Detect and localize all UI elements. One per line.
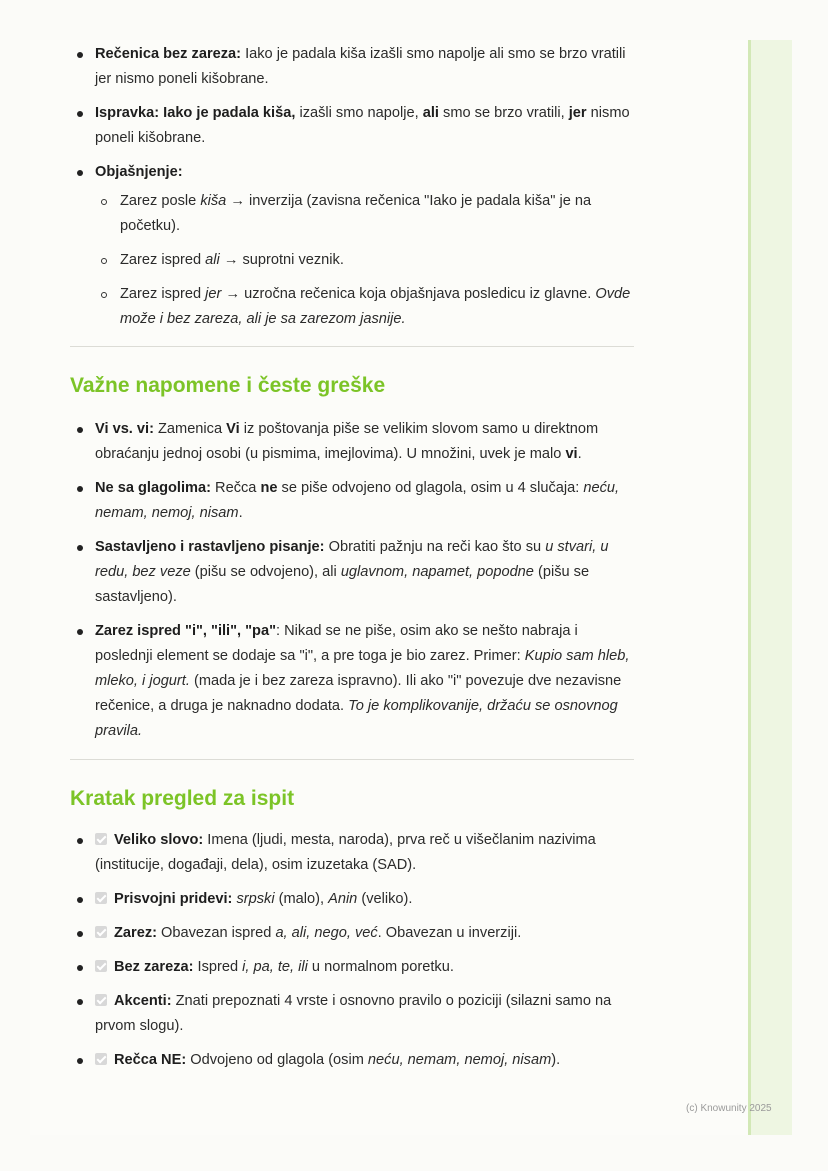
list-item: Vi vs. vi: Zamenica Vi iz poštovanja piše se velikim slovom samo u direktnom obraćanju jednoj osobi (u pismima, imejlovima). U množini, uvek je malo vi.	[70, 417, 634, 467]
checkbox-icon	[95, 1053, 107, 1065]
checklist-item: Rečca NE: Odvojeno od glagola (osim neću, nemam, nemoj, nisam).	[70, 1048, 634, 1073]
list-item: Objašnjenje: Zarez posle kiša → inverzija (zavisna rečenica "Iako je padala kiša" je na početku). Zarez ispred ali → suprotni veznik. Zarez ispred jer → uzročna rečenica koja objašnjava posledicu iz glavne. Ovde može i bez zareza, ali je sa zarezom jasnije.	[70, 160, 634, 332]
checklist-item: Bez zareza: Ispred i, pa, te, ili u normalnom poretku.	[70, 955, 634, 980]
checkbox-icon	[95, 994, 107, 1006]
section-divider	[70, 346, 634, 347]
checkbox-icon	[95, 892, 107, 904]
exam-checklist	[70, 828, 634, 1073]
section-heading: Važne napomene i česte greške	[70, 374, 386, 397]
sublist-item: Zarez posle kiša → inverzija (zavisna rečenica "Iako je padala kiša" je na početku).	[95, 189, 634, 239]
checklist-item: Akcenti: Znati prepoznati 4 vrste i osnovno pravilo o poziciji (silazni samo na prvom slogu).	[70, 989, 634, 1039]
list-item: Sastavljeno i rastavljeno pisanje: Obratiti pažnju na reči kao što su u stvari, u redu, bez veze (pišu se odvojeno), ali uglavnom, napamet, popodne (pišu se sastavljeno).	[70, 535, 634, 610]
checklist-item: Veliko slovo: Imena (ljudi, mesta, naroda), prva reč u višečlanim nazivima (institucije, događaji, dela), osim izuzetaka (SAD).	[70, 828, 634, 878]
list-item: Ne sa glagolima: Rečca ne se piše odvojeno od glagola, osim u 4 slučaja: neću, nemam, nemoj, nisam.	[70, 476, 634, 526]
list-item: Zarez ispred "i", "ili", "pa": Nikad se ne piše, osim ako se nešto nabraja i poslednji element se dodaje sa "i", a pre toga je bio zarez. Primer: Kupio sam hleb, mleko, i jogurt. (mada je i bez zareza ispravno). Ili ako "i" povezuje dve nezavisne rečenice, a druga je naknadno dodata. To je komplikovanije, držaću se osnovnog pravila.	[70, 619, 634, 744]
document-content	[70, 42, 634, 1073]
list-item: Rečenica bez zareza: Iako je padala kiša izašli smo napolje ali smo se brzo vratili jer nismo poneli kišobrane.	[70, 42, 634, 92]
explanation-sublist	[95, 189, 634, 332]
section-divider	[70, 759, 634, 760]
checklist-item: Prisvojni pridevi: srpski (malo), Anin (veliko).	[70, 887, 634, 912]
right-margin-strip	[748, 40, 792, 1135]
sublist-item: Zarez ispred ali → suprotni veznik.	[95, 248, 634, 273]
checkbox-icon	[95, 960, 107, 972]
copyright-footer: (c) Knowunity 2025	[686, 1103, 772, 1114]
notes-list	[70, 417, 634, 744]
checkbox-icon	[95, 833, 107, 845]
sublist-item: Zarez ispred jer → uzročna rečenica koja objašnjava posledicu iz glavne. Ovde može i bez zareza, ali je sa zarezom jasnije.	[95, 282, 634, 332]
checkbox-icon	[95, 926, 107, 938]
example-list	[70, 42, 634, 332]
checklist-item: Zarez: Obavezan ispred a, ali, nego, već. Obavezan u inverziji.	[70, 921, 634, 946]
section-heading: Kratak pregled za ispit	[70, 787, 295, 810]
list-item: Ispravka: Iako je padala kiša, izašli smo napolje, ali smo se brzo vratili, jer nismo poneli kišobrane.	[70, 101, 634, 151]
